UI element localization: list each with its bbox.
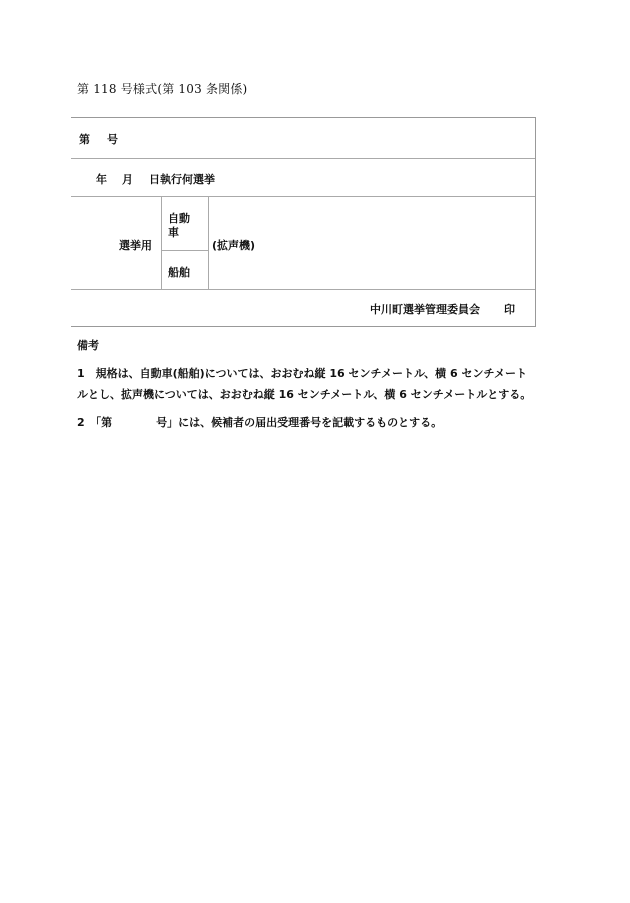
date-day-election: 日執行何選挙 <box>149 173 215 186</box>
issuer-name: 中川町選挙管理委員会 <box>370 303 480 316</box>
column-divider <box>208 197 209 289</box>
row-divider <box>71 158 535 159</box>
note-2-suffix: 号」には、候補者の届出受理番号を記載するものとする。 <box>156 416 443 429</box>
seal-mark: 印 <box>504 303 515 316</box>
date-month: 月 <box>122 173 133 186</box>
note-2 <box>77 414 442 430</box>
vehicle-ship-divider <box>161 250 208 251</box>
number-suffix: 号 <box>107 133 118 146</box>
election-sign-form <box>71 117 536 327</box>
note-1-line-2: ルとし、拡声機については、おおむね縦 16 センチメートル、横 6 センチメートルとする。 <box>77 388 532 401</box>
date-year: 年 <box>96 173 107 186</box>
row-divider <box>71 196 535 197</box>
note-1-line-1: 1 規格は、自動車(船舶)については、おおむね縦 16 センチメートル、横 6 センチメート <box>77 367 528 380</box>
ship-label: 船舶 <box>168 266 190 279</box>
speaker-label: (拡声機) <box>212 239 256 252</box>
vehicle-label: 自動 <box>168 212 190 225</box>
usage-label: 選挙用 <box>119 239 152 252</box>
vehicle-label-line2: 車 <box>168 226 179 239</box>
column-divider <box>161 197 162 289</box>
notes-heading: 備考 <box>77 339 99 352</box>
number-label: 第 <box>79 133 90 146</box>
note-2-prefix: 2 「第 <box>77 416 113 429</box>
form-title: 第 118 号様式(第 103 条関係) <box>77 82 248 96</box>
row-divider <box>71 289 535 290</box>
